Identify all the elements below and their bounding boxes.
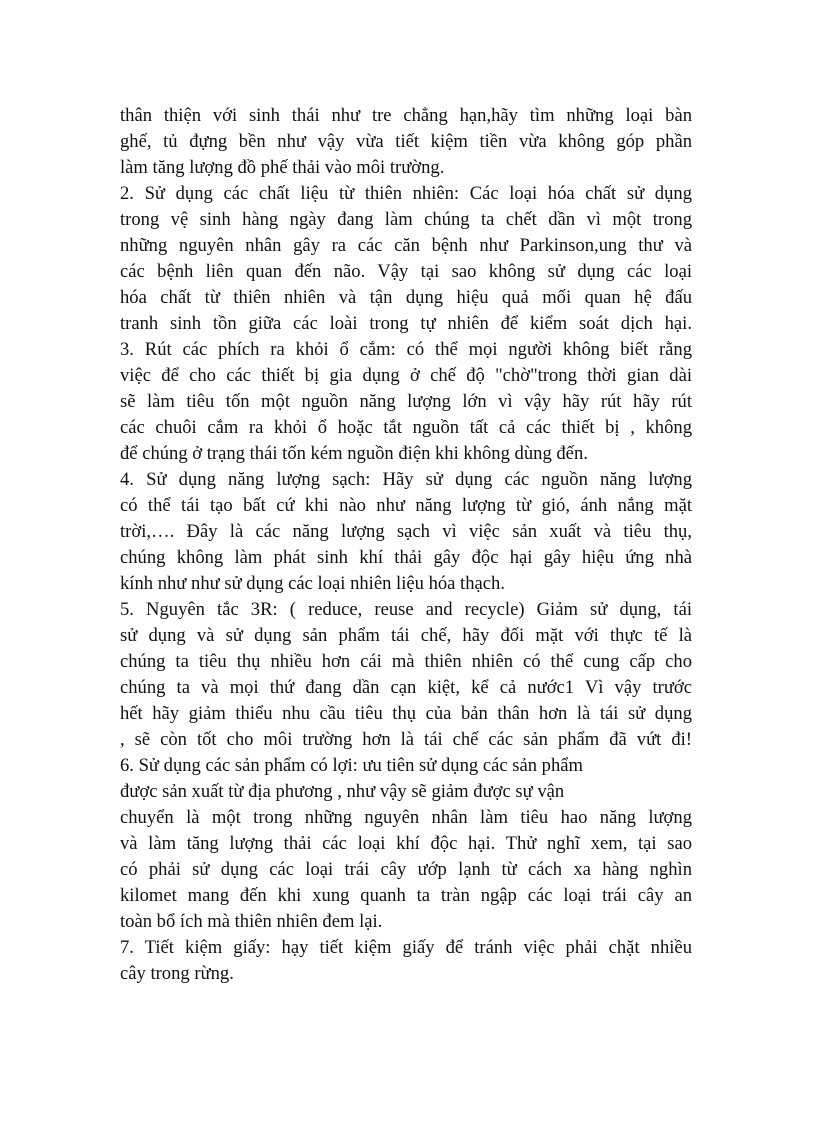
- text-line: sẽ làm tiêu tốn một nguồn năng lượng lớn vì vậy hãy rút hãy rút: [120, 391, 692, 412]
- text-line: chúng ta tiêu thụ nhiều hơn cái mà thiên nhiên có thể cung cấp cho: [120, 651, 692, 672]
- text-line: và làm tăng lượng thải các loại khí độc hại. Thử nghĩ xem, tại sao: [120, 833, 692, 854]
- text-line: thân thiện với sinh thái như tre chẳng hạn,hãy tìm những loại bàn: [120, 105, 692, 126]
- text-line: kính như như sử dụng các loại nhiên liệu hóa thạch.: [120, 573, 505, 594]
- text-line: 7. Tiết kiệm giấy: hạy tiết kiệm giấy để tránh việc phải chặt nhiều: [120, 937, 692, 958]
- text-line: các bệnh liên quan đến não. Vậy tại sao không sử dụng các loại: [120, 261, 692, 282]
- document-page: [120, 103, 700, 987]
- text-line: sử dụng và sử dụng sản phẩm tái chế, hãy đối mặt với thực tế là: [120, 625, 692, 646]
- text-line: 2. Sử dụng các chất liệu từ thiên nhiên: Các loại hóa chất sử dụng: [120, 183, 692, 204]
- text-line: tranh sinh tồn giữa các loài trong tự nhiên để kiểm soát dịch hại.: [120, 313, 692, 334]
- text-line: hóa chất từ thiên nhiên và tận dụng hiệu quả mối quan hệ đấu: [120, 287, 692, 308]
- text-line: 3. Rút các phích ra khỏi ổ cắm: có thể mọi người không biết rằng: [120, 339, 692, 360]
- text-line: việc để cho các thiết bị gia dụng ở chế độ "chờ"trong thời gian dài: [120, 365, 692, 386]
- text-line: trong vệ sinh hàng ngày đang làm chúng ta chết dần vì một trong: [120, 209, 692, 230]
- text-line: 5. Nguyên tắc 3R: ( reduce, reuse and recycle) Giảm sử dụng, tái: [120, 599, 692, 620]
- text-line: 4. Sử dụng năng lượng sạch: Hãy sử dụng các nguồn năng lượng: [120, 469, 692, 490]
- text-line: làm tăng lượng đồ phế thải vào môi trường.: [120, 157, 445, 178]
- text-line: các chuôi cắm ra khỏi ổ hoặc tắt nguồn tất cả các thiết bị , không: [120, 417, 692, 438]
- text-line: để chúng ở trạng thái tốn kém nguồn điện khi không dùng đến.: [120, 443, 588, 464]
- text-line: chúng ta và mọi thứ đang dần cạn kiệt, kể cả nước1 Vì vậy trước: [120, 677, 692, 698]
- text-line: ghế, tủ đựng bền như vậy vừa tiết kiệm tiền vừa không góp phần: [120, 131, 692, 152]
- text-line: kilomet mang đến khi xung quanh ta tràn ngập các loại trái cây an: [120, 885, 692, 906]
- text-line: được sản xuất từ địa phương , như vậy sẽ giảm được sự vận: [120, 781, 565, 802]
- text-line: những nguyên nhân gây ra các căn bệnh như Parkinson,ung thư và: [120, 235, 692, 256]
- text-line: toàn bổ ích mà thiên nhiên đem lại.: [120, 911, 383, 932]
- text-line: có phải sử dụng các loại trái cây ướp lạnh từ cách xa hàng nghìn: [120, 859, 692, 880]
- text-line: chúng không làm phát sinh khí thải gây độc hại gây hiệu ứng nhà: [120, 547, 692, 568]
- text-line: 6. Sử dụng các sản phẩm có lợi: ưu tiên sử dụng các sản phẩm: [120, 755, 583, 776]
- text-line: hết hãy giảm thiểu nhu cầu tiêu thụ của bản thân hơn là tái sử dụng: [120, 703, 692, 724]
- text-line: , sẽ còn tốt cho môi trường hơn là tái chế các sản phẩm đã vứt đi!: [120, 729, 692, 750]
- text-line: có thể tái tạo bất cứ khi nào như năng lượng từ gió, ánh nắng mặt: [120, 495, 692, 516]
- text-line: cây trong rừng.: [120, 963, 234, 984]
- text-line: chuyển là một trong những nguyên nhân làm tiêu hao năng lượng: [120, 807, 692, 828]
- text-line: trời,…. Đây là các năng lượng sạch vì việc sản xuất và tiêu thụ,: [120, 521, 692, 542]
